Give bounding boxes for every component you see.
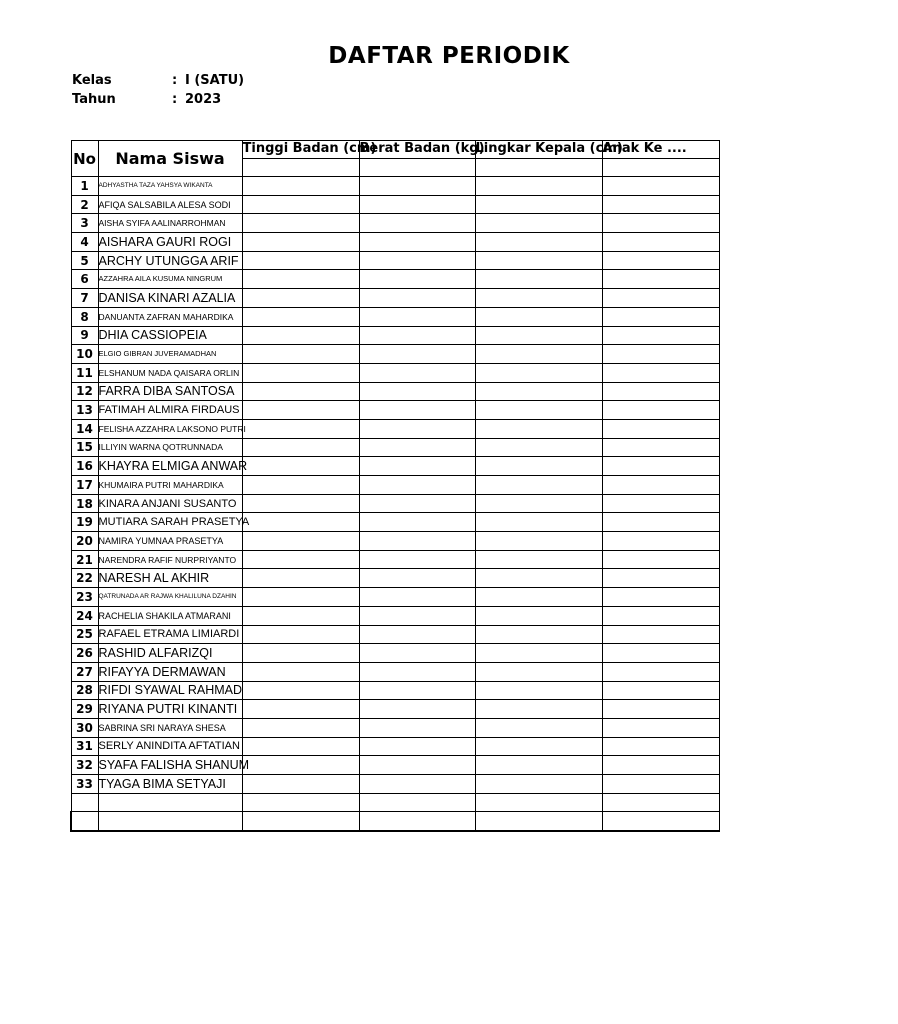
anak-cell bbox=[602, 401, 719, 420]
table-row bbox=[71, 233, 719, 252]
lingkar-cell bbox=[475, 214, 602, 233]
student-name: ILLIYIN WARNA QOTRUNNADA bbox=[98, 438, 242, 457]
berat-cell bbox=[359, 195, 475, 214]
empty-cell bbox=[475, 793, 602, 811]
table-row bbox=[71, 569, 719, 588]
empty-cell bbox=[242, 811, 359, 831]
student-name: QATRUNADA AR RAJWA KHALILUNA DZAHIN bbox=[98, 588, 242, 607]
lingkar-cell bbox=[475, 419, 602, 438]
kelas-label: Kelas bbox=[72, 73, 112, 88]
lingkar-cell bbox=[475, 513, 602, 532]
table-row bbox=[71, 363, 719, 382]
student-name: KHUMAIRA PUTRI MAHARDIKA bbox=[98, 476, 242, 495]
row-number: 18 bbox=[71, 494, 98, 513]
student-name: DANISA KINARI AZALIA bbox=[98, 289, 242, 308]
anak-cell bbox=[602, 476, 719, 495]
row-number: 2 bbox=[71, 195, 98, 214]
row-number: 10 bbox=[71, 345, 98, 364]
student-name: SERLY ANINDITA AFTATIAN bbox=[98, 737, 242, 756]
student-name: RACHELIA SHAKILA ATMARANI bbox=[98, 606, 242, 625]
anak-cell bbox=[602, 625, 719, 644]
table-row bbox=[71, 419, 719, 438]
student-name: SABRINA SRI NARAYA SHESA bbox=[98, 718, 242, 737]
row-number: 28 bbox=[71, 681, 98, 700]
student-name: RIFDI SYAWAL RAHMAD bbox=[98, 681, 242, 700]
anak-cell bbox=[602, 363, 719, 382]
table-row bbox=[71, 532, 719, 551]
tinggi-cell bbox=[242, 606, 359, 625]
anak-cell bbox=[602, 775, 719, 794]
table-row bbox=[71, 195, 719, 214]
lingkar-cell bbox=[475, 550, 602, 569]
tinggi-cell bbox=[242, 214, 359, 233]
tinggi-cell bbox=[242, 588, 359, 607]
row-number: 33 bbox=[71, 775, 98, 794]
anak-cell bbox=[602, 270, 719, 289]
row-number: 7 bbox=[71, 289, 98, 308]
table-row bbox=[71, 662, 719, 681]
row-number: 32 bbox=[71, 756, 98, 775]
lingkar-cell bbox=[475, 326, 602, 345]
berat-cell bbox=[359, 569, 475, 588]
student-name: AISHA SYIFA AALINARROHMAN bbox=[98, 214, 242, 233]
anak-cell bbox=[602, 569, 719, 588]
lingkar-cell bbox=[475, 177, 602, 196]
empty-cell bbox=[242, 793, 359, 811]
tinggi-cell bbox=[242, 625, 359, 644]
berat-cell bbox=[359, 532, 475, 551]
empty-cell bbox=[602, 793, 719, 811]
student-name: ELGIO GIBRAN JUVERAMADHAN bbox=[98, 345, 242, 364]
student-name: SYAFA FALISHA SHANUM bbox=[98, 756, 242, 775]
lingkar-cell bbox=[475, 382, 602, 401]
header-sub-cell bbox=[475, 159, 602, 177]
empty-cell bbox=[602, 811, 719, 831]
berat-cell bbox=[359, 550, 475, 569]
berat-cell bbox=[359, 644, 475, 663]
table-row bbox=[71, 177, 719, 196]
student-name: NARESH AL AKHIR bbox=[98, 569, 242, 588]
tinggi-cell bbox=[242, 457, 359, 476]
lingkar-cell bbox=[475, 532, 602, 551]
tinggi-cell bbox=[242, 438, 359, 457]
table-row bbox=[71, 681, 719, 700]
student-name: FARRA DIBA SANTOSA bbox=[98, 382, 242, 401]
row-number: 1 bbox=[71, 177, 98, 196]
table-row bbox=[71, 476, 719, 495]
student-name: RASHID ALFARIZQI bbox=[98, 644, 242, 663]
anak-cell bbox=[602, 532, 719, 551]
row-number: 30 bbox=[71, 718, 98, 737]
berat-cell bbox=[359, 775, 475, 794]
row-number: 6 bbox=[71, 270, 98, 289]
empty-cell bbox=[475, 811, 602, 831]
tinggi-cell bbox=[242, 345, 359, 364]
berat-cell bbox=[359, 457, 475, 476]
tinggi-cell bbox=[242, 569, 359, 588]
row-number: 19 bbox=[71, 513, 98, 532]
tinggi-cell bbox=[242, 513, 359, 532]
lingkar-cell bbox=[475, 289, 602, 308]
anak-cell bbox=[602, 457, 719, 476]
berat-cell bbox=[359, 700, 475, 719]
anak-cell bbox=[602, 550, 719, 569]
berat-cell bbox=[359, 494, 475, 513]
table-row bbox=[71, 756, 719, 775]
student-name: AZZAHRA AILA KUSUMA NINGRUM bbox=[98, 270, 242, 289]
header-no: No bbox=[71, 141, 98, 177]
empty-row bbox=[71, 793, 719, 811]
lingkar-cell bbox=[475, 457, 602, 476]
student-name: ELSHANUM NADA QAISARA ORLIN bbox=[98, 363, 242, 382]
header-anak: Anak Ke .... bbox=[602, 141, 719, 159]
header-nama: Nama Siswa bbox=[98, 141, 242, 177]
row-number: 22 bbox=[71, 569, 98, 588]
table-row bbox=[71, 345, 719, 364]
row-number: 20 bbox=[71, 532, 98, 551]
berat-cell bbox=[359, 625, 475, 644]
row-number: 24 bbox=[71, 606, 98, 625]
row-number: 5 bbox=[71, 251, 98, 270]
table-row bbox=[71, 550, 719, 569]
anak-cell bbox=[602, 214, 719, 233]
table-row bbox=[71, 438, 719, 457]
lingkar-cell bbox=[475, 662, 602, 681]
tinggi-cell bbox=[242, 251, 359, 270]
berat-cell bbox=[359, 270, 475, 289]
row-number: 9 bbox=[71, 326, 98, 345]
tinggi-cell bbox=[242, 737, 359, 756]
table-row bbox=[71, 270, 719, 289]
anak-cell bbox=[602, 326, 719, 345]
table-body bbox=[71, 177, 719, 831]
berat-cell bbox=[359, 756, 475, 775]
page-title: DAFTAR PERIODIK bbox=[328, 43, 570, 69]
row-number: 14 bbox=[71, 419, 98, 438]
row-number: 8 bbox=[71, 307, 98, 326]
tinggi-cell bbox=[242, 775, 359, 794]
empty-cell bbox=[98, 793, 242, 811]
tinggi-cell bbox=[242, 681, 359, 700]
lingkar-cell bbox=[475, 775, 602, 794]
empty-cell bbox=[71, 793, 98, 811]
tinggi-cell bbox=[242, 289, 359, 308]
kelas-value: I (SATU) bbox=[185, 73, 245, 88]
anak-cell bbox=[602, 438, 719, 457]
table-row bbox=[71, 251, 719, 270]
student-name: MUTIARA SARAH PRASETYA bbox=[98, 513, 242, 532]
tinggi-cell bbox=[242, 532, 359, 551]
table-row bbox=[71, 457, 719, 476]
berat-cell bbox=[359, 382, 475, 401]
lingkar-cell bbox=[475, 700, 602, 719]
header-sub-cell bbox=[359, 159, 475, 177]
empty-cell bbox=[359, 793, 475, 811]
berat-cell bbox=[359, 233, 475, 252]
berat-cell bbox=[359, 214, 475, 233]
tinggi-cell bbox=[242, 326, 359, 345]
row-number: 3 bbox=[71, 214, 98, 233]
student-name: AISHARA GAURI ROGI bbox=[98, 233, 242, 252]
row-number: 16 bbox=[71, 457, 98, 476]
tinggi-cell bbox=[242, 756, 359, 775]
lingkar-cell bbox=[475, 569, 602, 588]
lingkar-cell bbox=[475, 606, 602, 625]
row-number: 13 bbox=[71, 401, 98, 420]
tinggi-cell bbox=[242, 177, 359, 196]
lingkar-cell bbox=[475, 195, 602, 214]
berat-cell bbox=[359, 251, 475, 270]
student-name: KHAYRA ELMIGA ANWAR bbox=[98, 457, 242, 476]
student-name: DHIA CASSIOPEIA bbox=[98, 326, 242, 345]
berat-cell bbox=[359, 177, 475, 196]
table-row bbox=[71, 494, 719, 513]
tinggi-cell bbox=[242, 307, 359, 326]
header-row bbox=[71, 141, 719, 159]
tahun-value: 2023 bbox=[185, 92, 222, 107]
berat-cell bbox=[359, 476, 475, 495]
header-berat: Berat Badan (kg) bbox=[359, 141, 475, 159]
footer-row bbox=[71, 811, 719, 831]
student-name: RIYANA PUTRI KINANTI bbox=[98, 700, 242, 719]
anak-cell bbox=[602, 662, 719, 681]
table-row bbox=[71, 513, 719, 532]
row-number: 29 bbox=[71, 700, 98, 719]
anak-cell bbox=[602, 289, 719, 308]
tinggi-cell bbox=[242, 363, 359, 382]
tinggi-cell bbox=[242, 550, 359, 569]
lingkar-cell bbox=[475, 363, 602, 382]
student-name: FATIMAH ALMIRA FIRDAUS bbox=[98, 401, 242, 420]
tinggi-cell bbox=[242, 195, 359, 214]
student-name: AFIQA SALSABILA ALESA SODI bbox=[98, 195, 242, 214]
row-number: 21 bbox=[71, 550, 98, 569]
berat-cell bbox=[359, 588, 475, 607]
row-number: 23 bbox=[71, 588, 98, 607]
student-name: RIFAYYA DERMAWAN bbox=[98, 662, 242, 681]
anak-cell bbox=[602, 513, 719, 532]
lingkar-cell bbox=[475, 233, 602, 252]
lingkar-cell bbox=[475, 307, 602, 326]
table-row bbox=[71, 289, 719, 308]
table-row bbox=[71, 214, 719, 233]
lingkar-cell bbox=[475, 438, 602, 457]
lingkar-cell bbox=[475, 756, 602, 775]
student-name: ARCHY UTUNGGA ARIF bbox=[98, 251, 242, 270]
berat-cell bbox=[359, 438, 475, 457]
table-row bbox=[71, 606, 719, 625]
row-number: 15 bbox=[71, 438, 98, 457]
row-number: 4 bbox=[71, 233, 98, 252]
tinggi-cell bbox=[242, 700, 359, 719]
anak-cell bbox=[602, 251, 719, 270]
anak-cell bbox=[602, 737, 719, 756]
table-row bbox=[71, 307, 719, 326]
anak-cell bbox=[602, 681, 719, 700]
anak-cell bbox=[602, 419, 719, 438]
berat-cell bbox=[359, 307, 475, 326]
empty-cell bbox=[359, 811, 475, 831]
table-row bbox=[71, 382, 719, 401]
row-number: 17 bbox=[71, 476, 98, 495]
header-tinggi: Tinggi Badan (cm) bbox=[242, 141, 359, 159]
lingkar-cell bbox=[475, 644, 602, 663]
anak-cell bbox=[602, 494, 719, 513]
row-number: 27 bbox=[71, 662, 98, 681]
anak-cell bbox=[602, 644, 719, 663]
berat-cell bbox=[359, 289, 475, 308]
empty-cell bbox=[71, 811, 98, 831]
tinggi-cell bbox=[242, 382, 359, 401]
anak-cell bbox=[602, 606, 719, 625]
lingkar-cell bbox=[475, 345, 602, 364]
student-name: FELISHA AZZAHRA LAKSONO PUTRI bbox=[98, 419, 242, 438]
lingkar-cell bbox=[475, 718, 602, 737]
row-number: 12 bbox=[71, 382, 98, 401]
anak-cell bbox=[602, 177, 719, 196]
lingkar-cell bbox=[475, 588, 602, 607]
berat-cell bbox=[359, 419, 475, 438]
anak-cell bbox=[602, 382, 719, 401]
berat-cell bbox=[359, 681, 475, 700]
anak-cell bbox=[602, 307, 719, 326]
lingkar-cell bbox=[475, 270, 602, 289]
anak-cell bbox=[602, 700, 719, 719]
table-row bbox=[71, 401, 719, 420]
anak-cell bbox=[602, 195, 719, 214]
berat-cell bbox=[359, 401, 475, 420]
student-name: ADHYASTHA TAZA YAHSYA WIKANTA bbox=[98, 177, 242, 196]
lingkar-cell bbox=[475, 625, 602, 644]
berat-cell bbox=[359, 662, 475, 681]
table-row bbox=[71, 625, 719, 644]
row-number: 11 bbox=[71, 363, 98, 382]
lingkar-cell bbox=[475, 476, 602, 495]
tinggi-cell bbox=[242, 718, 359, 737]
tinggi-cell bbox=[242, 270, 359, 289]
tahun-label: Tahun bbox=[72, 92, 116, 107]
student-name: TYAGA BIMA SETYAJI bbox=[98, 775, 242, 794]
table-row bbox=[71, 718, 719, 737]
header-lingkar: Lingkar Kepala (cm) bbox=[475, 141, 602, 159]
table-row bbox=[71, 588, 719, 607]
student-name: NARENDRA RAFIF NURPRIYANTO bbox=[98, 550, 242, 569]
header-sub-cell bbox=[602, 159, 719, 177]
anak-cell bbox=[602, 233, 719, 252]
table-row bbox=[71, 700, 719, 719]
table-row bbox=[71, 644, 719, 663]
table-row bbox=[71, 775, 719, 794]
lingkar-cell bbox=[475, 401, 602, 420]
student-name: RAFAEL ETRAMA LIMIARDI bbox=[98, 625, 242, 644]
tinggi-cell bbox=[242, 662, 359, 681]
anak-cell bbox=[602, 588, 719, 607]
tinggi-cell bbox=[242, 419, 359, 438]
row-number: 26 bbox=[71, 644, 98, 663]
berat-cell bbox=[359, 345, 475, 364]
student-name: KINARA ANJANI SUSANTO bbox=[98, 494, 242, 513]
student-name: NAMIRA YUMNAA PRASETYA bbox=[98, 532, 242, 551]
table-row bbox=[71, 326, 719, 345]
tinggi-cell bbox=[242, 644, 359, 663]
tinggi-cell bbox=[242, 476, 359, 495]
berat-cell bbox=[359, 513, 475, 532]
row-number: 25 bbox=[71, 625, 98, 644]
header-sub-cell bbox=[242, 159, 359, 177]
tahun-separator: : bbox=[172, 92, 178, 107]
lingkar-cell bbox=[475, 494, 602, 513]
berat-cell bbox=[359, 363, 475, 382]
tinggi-cell bbox=[242, 401, 359, 420]
lingkar-cell bbox=[475, 737, 602, 756]
lingkar-cell bbox=[475, 681, 602, 700]
anak-cell bbox=[602, 345, 719, 364]
lingkar-cell bbox=[475, 251, 602, 270]
kelas-separator: : bbox=[172, 73, 178, 88]
anak-cell bbox=[602, 756, 719, 775]
empty-cell bbox=[98, 811, 242, 831]
student-table bbox=[70, 140, 720, 832]
tinggi-cell bbox=[242, 494, 359, 513]
table-row bbox=[71, 737, 719, 756]
row-number: 31 bbox=[71, 737, 98, 756]
berat-cell bbox=[359, 606, 475, 625]
berat-cell bbox=[359, 718, 475, 737]
berat-cell bbox=[359, 326, 475, 345]
student-name: DANUANTA ZAFRAN MAHARDIKA bbox=[98, 307, 242, 326]
berat-cell bbox=[359, 737, 475, 756]
tinggi-cell bbox=[242, 233, 359, 252]
anak-cell bbox=[602, 718, 719, 737]
